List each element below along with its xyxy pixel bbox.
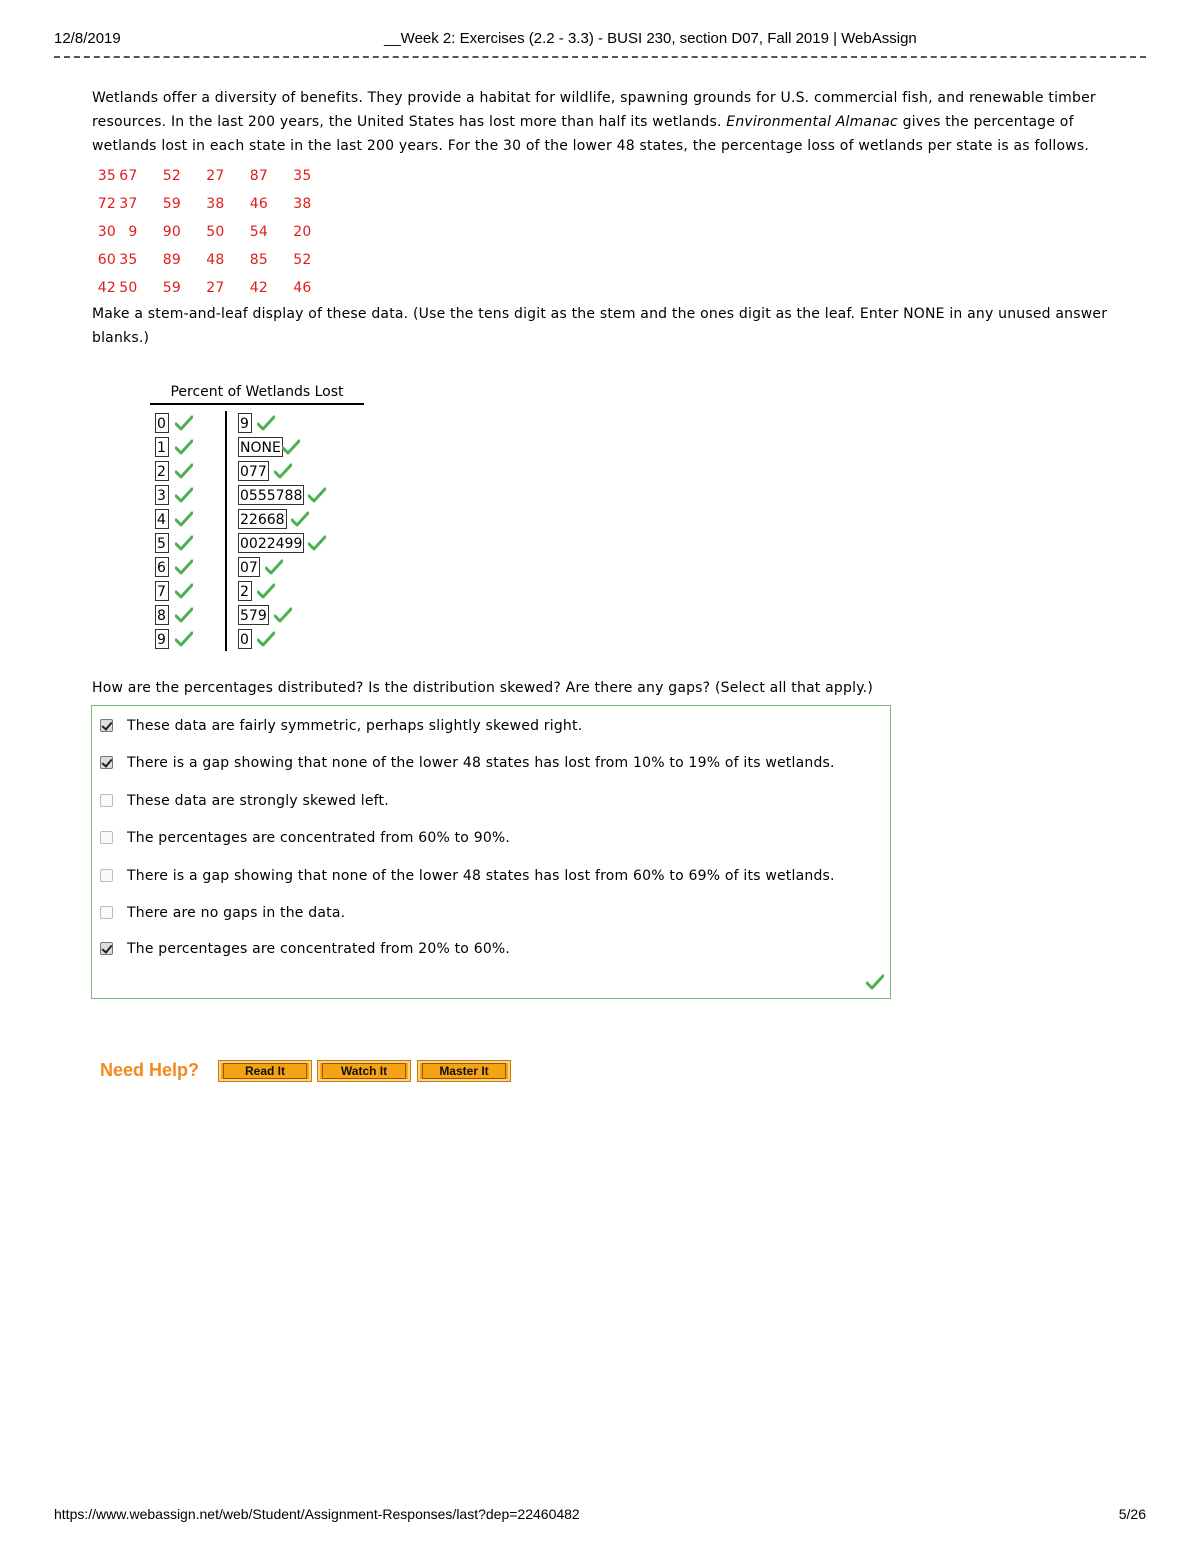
correct-check-icon [265,559,283,575]
data-value: 27 [206,168,225,184]
data-value: 60 [97,252,116,268]
page-url: https://www.webassign.net/web/Student/Assignment-Responses/last?dep=22460482 [54,1506,580,1522]
data-value: 46 [293,280,312,296]
option-label: The percentages are concentrated from 20% to 60%. [127,941,511,957]
data-value: 52 [293,252,312,268]
correct-check-icon [282,439,300,455]
option-checkbox[interactable] [100,719,113,732]
data-value: 48 [206,252,225,268]
stem-leaf-row [150,531,450,555]
correct-check-icon [175,631,193,647]
data-value: 67 [119,168,138,184]
data-row [92,218,1122,246]
leaf-input[interactable]: 077 [238,461,269,481]
stem-leaf-row [150,507,450,531]
leaf-input[interactable]: 9 [238,413,252,433]
leaf-input[interactable]: 579 [238,605,269,625]
data-value: 35 [97,168,116,184]
data-value: 38 [206,196,225,212]
correct-check-icon [175,535,193,551]
read-it-button[interactable]: Read It [218,1060,312,1082]
option-label: There is a gap showing that none of the lower 48 states has lost from 60% to 69% of its wetlands. [127,868,835,884]
data-value: 42 [97,280,116,296]
data-value: 35 [293,168,312,184]
data-value: 37 [119,196,138,212]
master-it-button[interactable]: Master It [417,1060,511,1082]
correct-check-icon [274,463,292,479]
stem-leaf-row [150,579,450,603]
need-help-title: Need Help? [100,1060,200,1080]
correct-check-icon [175,439,193,455]
correct-check-icon [866,974,884,990]
data-row [92,274,1122,302]
correct-check-icon [257,631,275,647]
correct-check-icon [257,583,275,599]
data-value: 42 [249,280,268,296]
source-title: Environmental Almanac [726,114,898,130]
data-value: 30 [97,224,116,240]
stem-leaf-title: Percent of Wetlands Lost [150,384,364,405]
stem-input[interactable]: 2 [155,461,169,481]
problem-intro: Wetlands offer a diversity of benefits. They provide a habitat for wildlife, spawning grounds for U.S. commercial fish, and renewable timber resources. In the last 200 years, the United States has lost more than half its wetlands. Environmental Almanac gives the percentage of wetlands lost in each state in the last 200 years. For the 30 of the lower 48 states, the percentage loss of wetlands per state is as follows. [92,90,1096,154]
option-checkbox[interactable] [100,756,113,769]
distribution-question: How are the percentages distributed? Is the distribution skewed? Are there any gaps? (Select all that apply.) [92,680,873,696]
correct-check-icon [274,607,292,623]
stem-input[interactable]: 3 [155,485,169,505]
leaf-input[interactable]: 2 [238,581,252,601]
instructions: Make a stem-and-leaf display of these data. (Use the tens digit as the stem and the ones digit as the leaf. Enter NONE in any unused answer blanks.) [92,306,1108,346]
correct-check-icon [308,535,326,551]
stem-leaf-row [150,459,450,483]
stem-leaf-body [150,411,450,651]
data-table [92,162,1122,302]
option-label: There is a gap showing that none of the lower 48 states has lost from 10% to 19% of its wetlands. [127,755,835,771]
option-label: These data are strongly skewed left. [127,793,389,809]
stem-leaf-display [150,384,450,651]
leaf-input[interactable]: 0 [238,629,252,649]
data-value: 52 [162,168,181,184]
leaf-input[interactable]: 07 [238,557,260,577]
option-checkbox[interactable] [100,906,113,919]
stem-leaf-row [150,411,450,435]
stem-input[interactable]: 6 [155,557,169,577]
data-value: 85 [249,252,268,268]
correct-check-icon [175,463,193,479]
stem-input[interactable]: 1 [155,437,169,457]
data-row [92,246,1122,274]
stem-input[interactable]: 8 [155,605,169,625]
data-value: 54 [249,224,268,240]
correct-check-icon [175,559,193,575]
option-checkbox[interactable] [100,794,113,807]
page-title: __Week 2: Exercises (2.2 - 3.3) - BUSI 230, section D07, Fall 2019 | WebAssign [384,30,917,47]
data-value: 50 [119,280,138,296]
data-value: 35 [119,252,138,268]
data-value: 89 [162,252,181,268]
data-value: 59 [162,280,181,296]
correct-check-icon [175,415,193,431]
option-checkbox[interactable] [100,869,113,882]
option-label: There are no gaps in the data. [127,905,346,921]
print-date: 12/8/2019 [54,30,121,47]
data-value: 59 [162,196,181,212]
watch-it-button[interactable]: Watch It [317,1060,411,1082]
correct-check-icon [175,511,193,527]
leaf-input[interactable]: NONE [238,437,283,457]
data-value: 9 [128,224,138,240]
option-label: The percentages are concentrated from 60% to 90%. [127,830,511,846]
data-value: 20 [293,224,312,240]
correct-check-icon [257,415,275,431]
correct-check-icon [291,511,309,527]
stem-input[interactable]: 9 [155,629,169,649]
stem-leaf-row [150,627,450,651]
page-number: 5/26 [1118,1506,1146,1522]
header-divider [54,56,1146,58]
leaf-input[interactable]: 0555788 [238,485,304,505]
answer-choices [91,705,891,999]
stem-input[interactable]: 5 [155,533,169,553]
correct-check-icon [175,607,193,623]
stem-leaf-row [150,603,450,627]
correct-check-icon [175,583,193,599]
data-value: 27 [206,280,225,296]
data-row [92,162,1122,190]
stem-leaf-row [150,435,450,459]
data-value: 38 [293,196,312,212]
correct-check-icon [175,487,193,503]
data-value: 46 [249,196,268,212]
stem-leaf-row [150,483,450,507]
problem-content [92,86,1122,350]
data-value: 72 [97,196,116,212]
data-row [92,190,1122,218]
leaf-input[interactable]: 0022499 [238,533,304,553]
stem-input[interactable]: 4 [155,509,169,529]
stem-input[interactable]: 7 [155,581,169,601]
leaf-input[interactable]: 22668 [238,509,287,529]
data-value: 90 [162,224,181,240]
stem-leaf-row [150,555,450,579]
option-checkbox[interactable] [100,831,113,844]
option-checkbox[interactable] [100,942,113,955]
data-value: 50 [206,224,225,240]
option-label: These data are fairly symmetric, perhaps slightly skewed right. [127,718,583,734]
stem-input[interactable]: 0 [155,413,169,433]
data-value: 87 [249,168,268,184]
correct-check-icon [308,487,326,503]
